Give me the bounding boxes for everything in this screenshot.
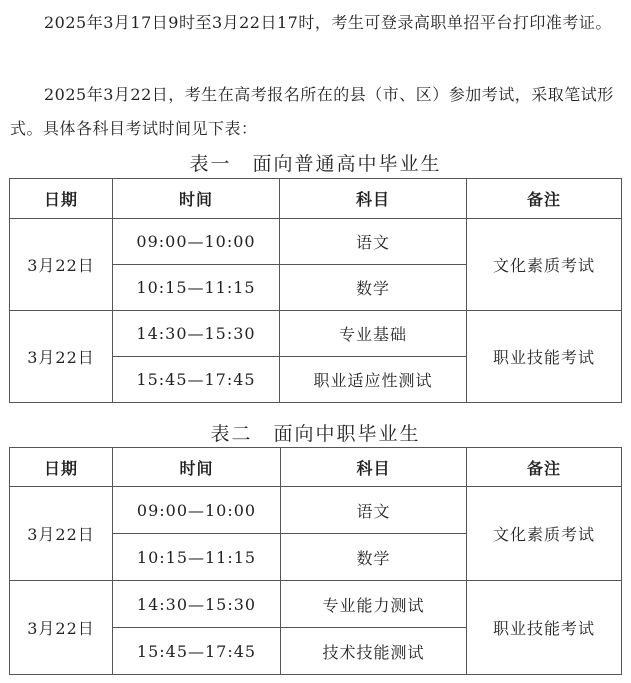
header-time: 时间 — [113, 448, 281, 487]
date-cell: 3月22日 — [10, 219, 113, 311]
time-cell: 10:15—11:15 — [113, 265, 280, 311]
header-time: 时间 — [113, 179, 280, 219]
date-cell: 3月22日 — [10, 311, 113, 403]
table-row — [10, 487, 622, 534]
table-row — [10, 581, 622, 628]
paragraph-print-admission: 2025年3月17日9时至3月22日17时，考生可登录高职单招平台打印准考证。 — [44, 13, 612, 32]
note-cell: 文化素质考试 — [467, 487, 622, 581]
date-cell: 3月22日 — [10, 581, 113, 675]
subject-cell: 专业能力测试 — [281, 581, 467, 628]
header-subject: 科目 — [281, 448, 467, 487]
note-cell: 文化素质考试 — [467, 219, 622, 311]
subject-cell: 语文 — [280, 219, 467, 265]
subject-cell: 技术技能测试 — [281, 628, 467, 675]
date-cell: 3月22日 — [10, 487, 113, 581]
subject-cell: 语文 — [281, 487, 467, 534]
subject-cell: 数学 — [281, 534, 467, 581]
subject-cell: 专业基础 — [280, 311, 467, 357]
table-row — [10, 311, 622, 357]
time-cell: 14:30—15:30 — [113, 581, 281, 628]
exam-schedule-table-2 — [9, 447, 622, 675]
table1-caption: 表一 面向普通高中毕业生 — [189, 153, 442, 175]
time-cell: 15:45—17:45 — [113, 628, 281, 675]
time-cell: 15:45—17:45 — [113, 357, 280, 403]
time-cell: 09:00—10:00 — [113, 487, 281, 534]
header-date: 日期 — [10, 179, 113, 219]
subject-cell: 职业适应性测试 — [280, 357, 467, 403]
header-note: 备注 — [467, 448, 622, 487]
header-subject: 科目 — [280, 179, 467, 219]
time-cell: 14:30—15:30 — [113, 311, 280, 357]
paragraph-exam-arrangement: 2025年3月22日，考生在高考报名所在的县（市、区）参加考试，采取笔试形式。具体各科目考试时间见下表： — [10, 85, 614, 138]
note-cell: 职业技能考试 — [467, 311, 622, 403]
subject-cell: 数学 — [280, 265, 467, 311]
table-header-row — [10, 448, 622, 487]
table-row — [10, 219, 622, 265]
note-cell: 职业技能考试 — [467, 581, 622, 675]
header-date: 日期 — [10, 448, 113, 487]
header-note: 备注 — [467, 179, 622, 219]
table-header-row — [10, 179, 622, 219]
table2-caption: 表二 面向中职毕业生 — [210, 423, 421, 445]
time-cell: 09:00—10:00 — [113, 219, 280, 265]
exam-schedule-table-1 — [9, 178, 622, 403]
time-cell: 10:15—11:15 — [113, 534, 281, 581]
